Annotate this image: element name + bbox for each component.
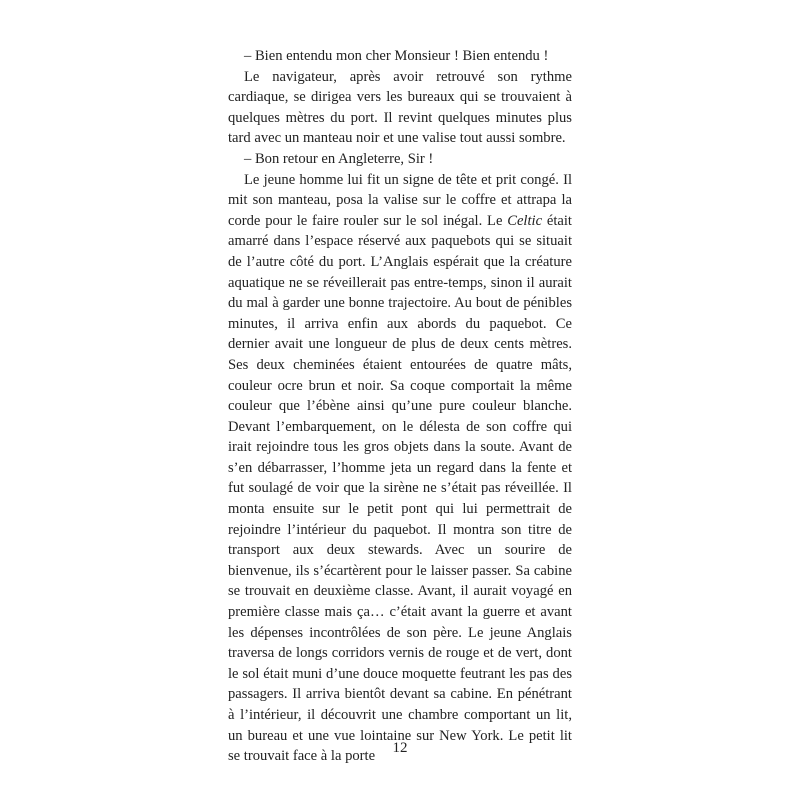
paragraph-dialogue-1: – Bien entendu mon cher Monsieur ! Bien entendu !: [244, 48, 549, 64]
paragraph-dialogue-2: – Bon retour en Angleterre, Sir !: [244, 150, 434, 167]
paragraph-main: [228, 170, 572, 767]
body-text: [228, 46, 572, 767]
paragraph-main-rest: était amarré dans l’espace réservé aux paquebots qui se situait de l’autre côté du port. L’Anglais espérait que la créature aquatique ne se réveillerait pas entre-temps, sinon il aurait du mal à garder une bonne trajectoire. Au bout de pénibles minutes, il arriva enfin aux abords du paquebot. Ce dernier avait une longueur de plus de deux cents mètres. Ses deux cheminées étaient entourées de quatre mâts, couleur ocre brun et noir. Sa coque comportait la même couleur que l’ébène ainsi qu’une pure couleur blanche. Devant l’embarquement, on le délesta de son coffre qui irait rejoindre tous les gros objets dans la soute. Avant de s’en débarrasser, l’homme jeta un regard dans la fente et fut soulagé de voir que la sirène ne s’était pas réveillée. Il monta ensuite sur le petit pont qui lui permettrait de rejoindre l’intérieur du paquebot. Il montra son titre de transport aux deux stewards. Avec un sourire de bienvenue, ils s’écartèrent pour le laisser passer. Sa cabine se trouvait en deuxième classe. Avant, il aurait voyagé en première classe mais ça… c’était avant la guerre et avant les dépenses incontrôlées de son père. Le jeune Anglais traversa de longs corridors vernis de rouge et de vert, dont le sol était muni d’une douce moquette feutrant les pas des passagers. Il arriva bientôt devant sa cabine. En pénétrant à l’intérieur, il découvrit une chambre comportant un lit, un bureau et une vue lointaine sur New York. Le petit lit se trouvait face à la porte: [228, 212, 572, 765]
paragraph-navigator: Le navigateur, après avoir retrouvé son rythme cardiaque, se dirigea vers les bureaux qui se trouvaient à quelques mètres du port. Il revint quelques minutes plus tard avec un manteau noir et une valise tout aussi sombre.: [228, 68, 572, 147]
ship-name: Celtic: [507, 212, 543, 229]
paragraph-main-start: Le jeune homme lui fit un signe de tête et prit congé. Il mit son manteau, posa la valise sur le coffre et attrapa la corde pour le faire rouler sur le sol inégal. Le: [228, 171, 572, 229]
page-number: 12: [392, 740, 408, 756]
